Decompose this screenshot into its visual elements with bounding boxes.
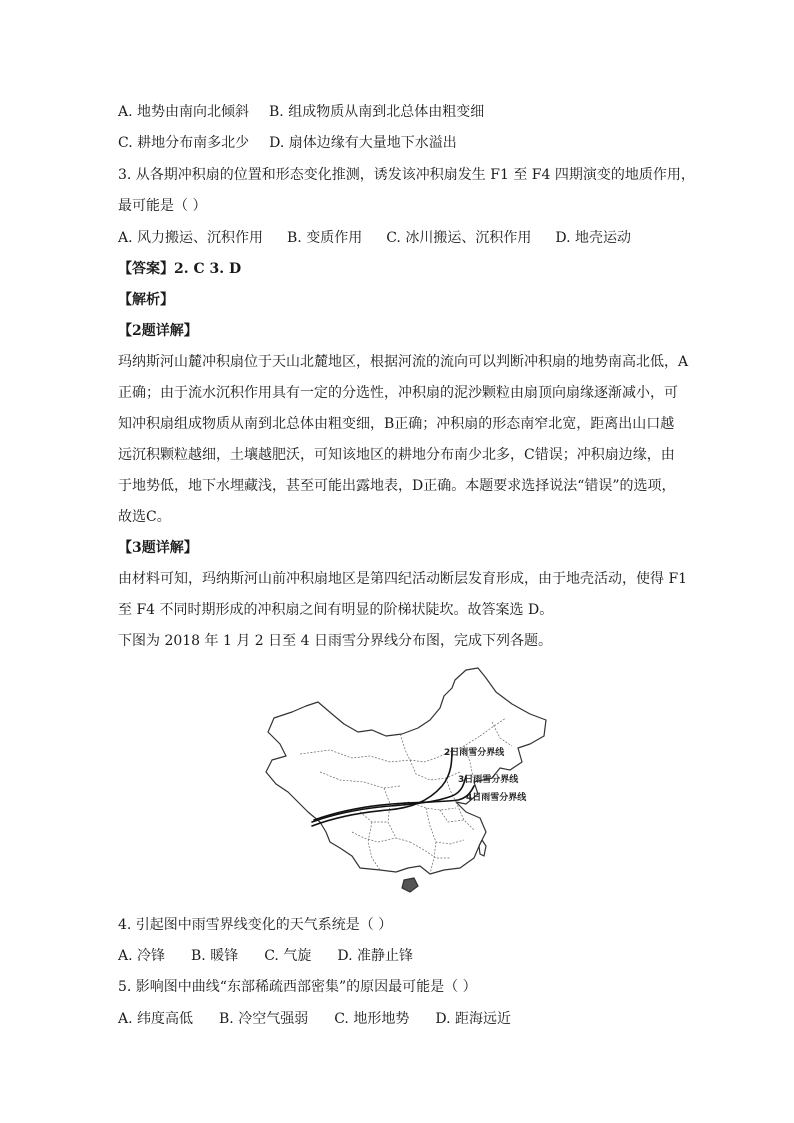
q5-option-a: A. 纬度高低 <box>118 1011 194 1027</box>
q3-option-d: D. 地壳运动 <box>555 230 631 246</box>
q2-option-d: D. 扇体边缘有大量地下水溢出 <box>269 135 457 151</box>
q2-detail-line-6: 故选C。 <box>118 509 171 525</box>
q2-option-b: B. 组成物质从南到北总体由粗变细 <box>269 104 485 120</box>
q4-stem: 4. 引起图中雨雪界线变化的天气系统是（ ） <box>118 917 393 933</box>
q4-option-b: B. 暖锋 <box>191 948 239 964</box>
answer-line: 【答案】2. C 3. D <box>118 261 242 277</box>
label-day-4: 4日雨雪分界线 <box>466 793 527 803</box>
q5-options <box>118 1009 511 1029</box>
q3-detail-line-2: 至 F4 不同时期形成的冲积扇之间有明显的阶梯状陡坎。故答案选 D。 <box>118 602 554 618</box>
q3-options <box>118 228 631 248</box>
q2-options-row-2 <box>118 133 457 153</box>
q4-option-d: D. 准静止锋 <box>337 948 413 964</box>
q2-detail-line-4: 远沉积颗粒越细，土壤越肥沃，可知该地区的耕地分布南少北多，C错误；冲积扇边缘，由 <box>118 447 675 463</box>
q2-option-c: C. 耕地分布南多北少 <box>118 135 250 151</box>
q3-stem-line-1: 3. 从各期冲积扇的位置和形态变化推测，诱发该冲积扇发生 F1 至 F4 四期演变的地质作用， <box>118 167 695 183</box>
q2-detail-line-5: 于地势低，地下水埋藏浅，甚至可能出露地表，D正确。本题要求选择说法“错误”的选项， <box>118 478 676 494</box>
q5-option-c: C. 地形地势 <box>334 1011 410 1027</box>
q2-option-a: A. 地势由南向北倾斜 <box>118 104 250 120</box>
q2-detail-line-2: 正确；由于流水沉积作用具有一定的分选性，冲积扇的泥沙颗粒由扇顶向扇缘逐渐减小，可 <box>118 385 678 401</box>
q4-option-a: A. 冷锋 <box>118 948 166 964</box>
q5-option-b: B. 冷空气强弱 <box>219 1011 309 1027</box>
taiwan-island <box>479 840 486 856</box>
label-day-3: 3日雨雪分界线 <box>458 775 519 785</box>
q4-options <box>118 946 413 966</box>
q5-option-d: D. 距海远近 <box>435 1011 511 1027</box>
q2-detail-header: 【2题详解】 <box>118 323 198 339</box>
china-outline <box>266 668 546 874</box>
analysis-header: 【解析】 <box>118 292 174 308</box>
q4-option-c: C. 气旋 <box>264 948 312 964</box>
q2-detail-line-3: 知冲积扇组成物质从南到北总体由粗变细，B正确；冲积扇的形态南窄北宽，距离出山口越 <box>118 416 675 432</box>
rain-snow-boundaries <box>312 748 474 826</box>
hainan-island <box>402 878 418 892</box>
q5-stem: 5. 影响图中曲线“东部稀疏西部密集”的原因最可能是（ ） <box>118 979 477 995</box>
q3-detail-line-1: 由材料可知，玛纳斯河山前冲积扇地区是第四纪活动断层发育形成，由于地壳活动，使得 F1 <box>118 571 688 587</box>
label-day-2: 2日雨雪分界线 <box>444 748 505 758</box>
q3-stem-line-2: 最可能是（ ） <box>118 198 207 214</box>
q3-detail-header: 【3题详解】 <box>118 540 198 556</box>
q2-options-row-1 <box>118 102 484 122</box>
q3-option-a: A. 风力搬运、沉积作用 <box>118 230 264 246</box>
q3-option-c: C. 冰川搬运、沉积作用 <box>386 230 532 246</box>
map-intro: 下图为 2018 年 1 月 2 日至 4 日雨雪分界线分布图，完成下列各题。 <box>118 633 552 649</box>
china-rain-snow-boundary-map <box>260 662 550 897</box>
q3-option-b: B. 变质作用 <box>287 230 363 246</box>
q2-detail-line-1: 玛纳斯河山麓冲积扇位于天山北麓地区，根据河流的流向可以判断冲积扇的地势南高北低，A <box>118 354 689 370</box>
